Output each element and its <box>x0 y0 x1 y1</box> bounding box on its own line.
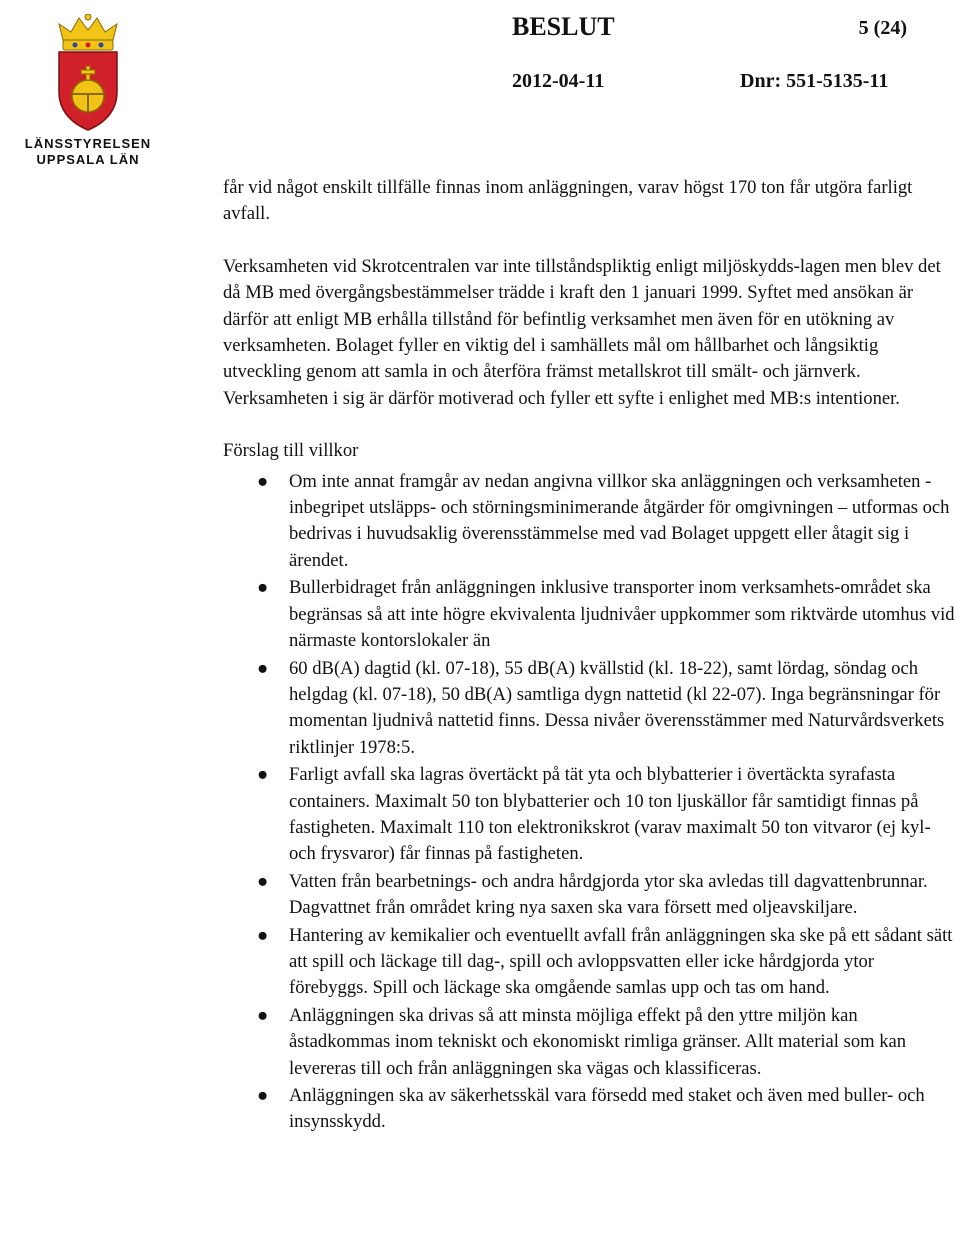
list-item <box>223 762 955 868</box>
bullet-icon: ● <box>257 657 269 679</box>
list-item-text: Anläggningen ska drivas så att minsta möjliga effekt på den yttre miljön kan åstadkommas inom tekniskt och ekonomiskt rimliga gränser. Allt material som kan levereras till och från anläggningen ska vägas och klassificeras. <box>289 1004 907 1079</box>
list-item-text: Om inte annat framgår av nedan angivna villkor ska anläggningen och verksamheten - inbegripet utsläpps- och störningsminimerande åtgärder för omgivningen – utformas och bedrivas i huvudsaklig överensstämmelse med vad Bolaget uppgett eller åtagit sig i ärendet. <box>289 470 950 571</box>
list-item-text: Farligt avfall ska lagras övertäckt på tät yta och blybatterier i övertäckta syrafasta containers. Maximalt 50 ton blybatterier och 10 ton ljuskällor får samtidigt finnas på fastigheten. Maximalt 110 ton elektronikskrot (varav maximalt 50 ton vitvaror (ej kyl- och frysvaror) får finnas på fastigheten. <box>289 764 931 865</box>
diary-number: Dnr: 551-5135-11 <box>740 70 889 92</box>
list-item <box>223 575 955 654</box>
list-item <box>223 869 955 922</box>
paragraph-continuation: får vid något enskilt tillfälle finnas inom anläggningen, varav högst 170 ton får utgöra farligt avfall. <box>223 177 913 225</box>
paragraph-background: Verksamheten vid Skrotcentralen var inte tillståndspliktig enligt miljöskydds-lagen men blev det då MB med övergångsbestämmelser trädde i kraft den 1 januari 1999. Syftet med ansökan är därför att enligt MB erhålla tillstånd för befintlig verksamhet men även för en utökning av verksamheten. Bolaget fyller en viktig del i samhällets mål om hållbarhet och långsiktig utveckling genom att samla in och återföra främst metallskrot till smält- och järnverk. Verksamheten i sig är därför motiverad och fyller ett syfte i enlighet med MB:s intentioner. <box>223 255 941 409</box>
coat-of-arms-icon <box>49 14 127 132</box>
list-item <box>223 469 955 575</box>
list-item <box>223 1003 955 1082</box>
list-item-text: Bullerbidraget från anläggningen inklusive transporter inom verksamhets-området ska begränsas så att inte högre ekvivalenta ljudnivåer uppkommer som riktvärde utomhus vid närmaste kontorslokaler än <box>289 577 955 652</box>
document-body <box>223 175 955 1137</box>
agency-logo <box>18 14 158 168</box>
list-item <box>223 1083 955 1136</box>
list-item-text: Vatten från bearbetnings- och andra hårdgjorda ytor ska avledas till dagvattenbrunnar. Dagvattnet från området kring nya saxen ska vara försett med oljeavskiljare. <box>289 870 928 919</box>
conditions-list <box>223 469 955 1136</box>
document-type: BESLUT <box>512 12 615 41</box>
section-heading: Förslag till villkor <box>223 440 359 462</box>
page-number: 5 (24) <box>858 17 907 39</box>
bullet-icon: ● <box>257 924 269 946</box>
list-item <box>223 656 955 762</box>
bullet-icon: ● <box>257 1004 269 1026</box>
org-name: LÄNSSTYRELSEN <box>24 136 152 151</box>
list-item-text: Hantering av kemikalier och eventuellt avfall från anläggningen ska ske på ett sådant sätt att spill och läckage till dag-, spill och avloppsvatten eller icke hårdgjorda ytor förebyggs. Spill och läckage ska omgående samlas upp och tas om hand. <box>289 924 953 999</box>
org-county: UPPSALA LÄN <box>36 152 140 167</box>
bullet-icon: ● <box>257 870 269 892</box>
bullet-icon: ● <box>257 470 269 492</box>
bullet-icon: ● <box>257 577 269 599</box>
bullet-icon: ● <box>257 1085 269 1106</box>
list-item <box>223 923 955 1002</box>
bullet-icon: ● <box>257 764 269 786</box>
list-item-text: 60 dB(A) dagtid (kl. 07-18), 55 dB(A) kvällstid (kl. 18-22), samt lördag, söndag och helgdag (kl. 07-18), 50 dB(A) samtliga dygn nattetid (kl 22-07). Inga begränsningar för momentan ljudnivå nattetid finns. Dessa nivåer överensstämmer med Naturvårdsverkets riktlinjer 1978:5. <box>289 657 945 758</box>
document-date: 2012-04-11 <box>512 70 605 92</box>
list-item-text: Anläggningen ska av säkerhetsskäl vara försedd med staket och även med buller- och insynsskydd. <box>289 1085 925 1133</box>
